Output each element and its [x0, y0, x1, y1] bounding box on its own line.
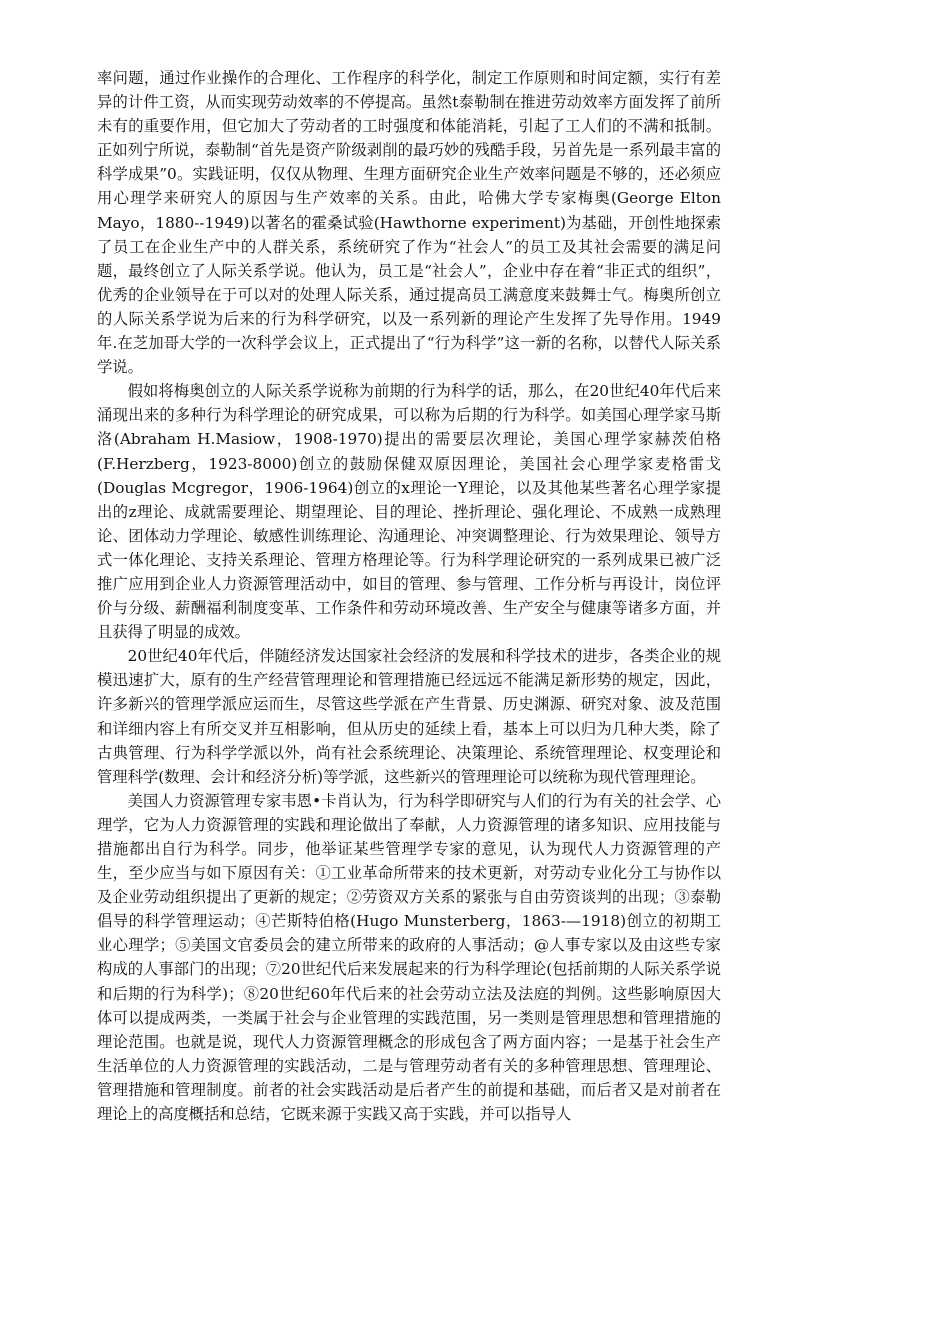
document-page — [97, 66, 721, 1126]
paragraph-3: 20世纪40年代后，伴随经济发达国家社会经济的发展和科学技术的进步，各类企业的规模迅速扩大，原有的生产经营管理理论和管理措施已经远远不能满足新形势的规定，因此，许多新兴的管理学派应运而生，尽管这些学派在产生背景、历史渊源、研究对象、波及范围和详细内容上有所交叉并互相影响，但从历史的延续上看，基本上可以归为几种大类，除了古典管理、行为科学学派以外，尚有社会系统理论、决策理论、系统管理理论、权变理论和管理科学(数理、会计和经济分析)等学派，这些新兴的管理理论可以统称为现代管理理论。 — [97, 647, 721, 786]
paragraph-4: 美国人力资源管理专家韦恩•卡肖认为，行为科学即研究与人们的行为有关的社会学、心理学，它为人力资源管理的实践和理论做出了奉献，人力资源管理的诸多知识、应用技能与措施都出自行为科学。同步，他举证某些管理学专家的意见，认为现代人力资源管理的产生，至少应当与如下原因有关：①工业革命所带来的技术更新，对劳动专业化分工与协作以及企业劳动组织提出了更新的规定；②劳资双方关系的紧张与自由劳资谈判的出现；③泰勒倡导的科学管理运动；④芒斯特伯格(Hugo Munsterberg，1863-—1918)创立的初期工业心理学；⑤美国文官委员会的建立所带来的政府的人事活动；@人事专家以及由这些专家构成的人事部门的出现；⑦20世纪代后来发展起来的行为科学理论(包括前期的人际关系学说和后期的行为科学)；⑧20世纪60年代后来的社会劳动立法及法庭的判例。这些影响原因大体可以提成两类，一类属于社会与企业管理的实践范围，另一类则是管理思想和管理措施的理论范围。也就是说，现代人力资源管理概念的形成包含了两方面内容；一是基于社会生产生活单位的人力资源管理的实践活动，二是与管理劳动者有关的多种管理思想、管理理论、管理措施和管理制度。前者的社会实践活动是后者产生的前提和基础，而后者又是对前者在理论上的高度概括和总结，它既来源于实践又高于实践，并可以指导人 — [97, 791, 721, 1124]
paragraph-1: 率问题，通过作业操作的合理化、工作程序的科学化，制定工作原则和时间定额，实行有差异的计件工资，从而实现劳动效率的不停提高。虽然t泰勒制在推进劳动效率方面发挥了前所未有的重要作用，但它加大了劳动者的工时强度和体能消耗，引起了工人们的不满和抵制。正如列宁所说，泰勒制“首先是资产阶级剥削的最巧妙的残酷手段，另首先是一系列最丰富的科学成果”0。实践证明，仅仅从物理、生理方面研究企业生产效率问题是不够的，还必须应用心理学来研究人的原因与生产效率的关系。由此，哈佛大学专家梅奥(George Elton Mayo，1880--1949)以著名的霍桑试验(Hawthorne experiment)为基础，开创性地探索了员工在企业生产中的人群关系，系统研究了作为“社会人”的员工及其社会需要的满足问题，最终创立了人际关系学说。他认为，员工是“社会人”，企业中存在着“非正式的组织”，优秀的企业领导在于可以对的处理人际关系，通过提高员工满意度来鼓舞士气。梅奥所创立的人际关系学说为后来的行为科学研究，以及一系列新的理论产生发挥了先导作用。1949年.在芝加哥大学的一次科学会议上，正式提出了“行为科学”这一新的名称，以替代人际关系学说。 — [97, 69, 721, 377]
paragraph-2: 假如将梅奥创立的人际关系学说称为前期的行为科学的话，那么，在20世纪40年代后来涌现出来的多种行为科学理论的研究成果，可以称为后期的行为科学。如美国心理学家马斯洛(Abraham H.Masiow，1908-1970)提出的需要层次理论，美国心理学家赫茨伯格(F.Herzberg，1923-8000)创立的鼓励保健双原因理论，美国社会心理学家麦格雷戈(Douglas Mcgregor，1906-1964)创立的x理论一Y理论，以及其他某些著名心理学家提出的z理论、成就需要理论、期望理论、目的理论、挫折理论、强化理论、不成熟一成熟理论、团体动力学理论、敏感性训练理论、沟通理论、冲突调整理论、行为效果理论、领导方式一体化理论、支持关系理论、管理方格理论等。行为科学理论研究的一系列成果已被广泛推广应用到企业人力资源管理活动中，如目的管理、参与管理、工作分析与再设计，岗位评价与分级、薪酬福利制度变革、工作条件和劳动环境改善、生产安全与健康等诸多方面，并且获得了明显的成效。 — [97, 382, 721, 642]
